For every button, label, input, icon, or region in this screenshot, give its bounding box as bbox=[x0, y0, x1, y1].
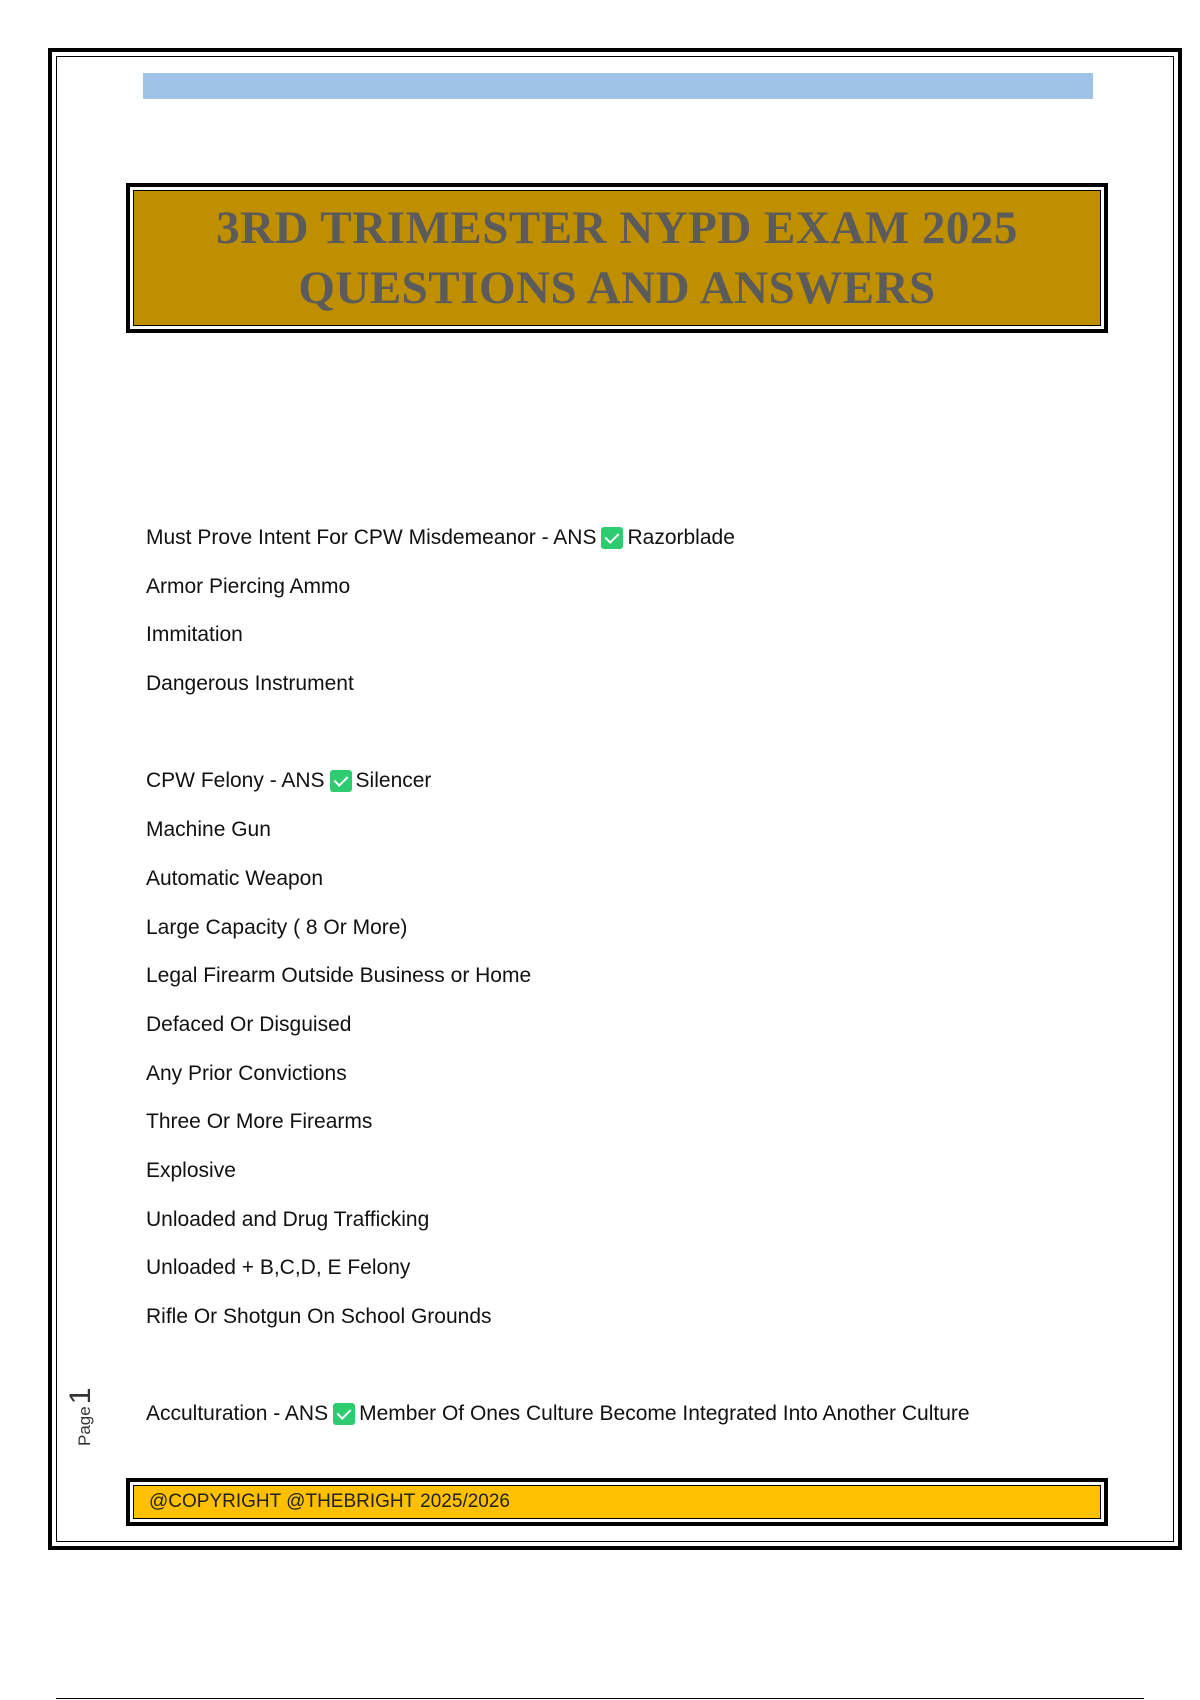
answer-text: Member Of Ones Culture Become Integrated Into Another Culture bbox=[359, 1402, 970, 1426]
page-title-line-1: 3RD TRIMESTER NYPD EXAM 2025 bbox=[216, 202, 1018, 254]
check-icon bbox=[601, 527, 623, 549]
answer-item: Large Capacity ( 8 Or More) bbox=[146, 915, 408, 939]
header-color-bar bbox=[143, 73, 1093, 99]
title-banner bbox=[133, 190, 1101, 326]
answer-item: Explosive bbox=[146, 1158, 236, 1182]
question-text: CPW Felony - ANS bbox=[146, 769, 325, 793]
answer-item: Three Or More Firearms bbox=[146, 1110, 373, 1134]
title-box bbox=[126, 183, 1108, 333]
question-line bbox=[146, 769, 1086, 793]
page-word: Page bbox=[75, 1406, 94, 1446]
question-line bbox=[146, 526, 1086, 550]
question-text: Acculturation - ANS bbox=[146, 1402, 329, 1426]
page-title-line-2: QUESTIONS AND ANSWERS bbox=[298, 262, 936, 314]
answer-item: Immitation bbox=[146, 623, 243, 647]
answer-text: Razorblade bbox=[627, 526, 735, 549]
footer-box bbox=[126, 1478, 1108, 1526]
question-text: Must Prove Intent For CPW Misdemeanor - ANS bbox=[146, 526, 597, 549]
copyright-footer: @COPYRIGHT @THEBRIGHT 2025/2026 bbox=[133, 1485, 1101, 1519]
qa-content bbox=[146, 526, 1086, 1451]
answer-item: Unloaded + B,C,D, E Felony bbox=[146, 1256, 411, 1280]
answer-item: Any Prior Convictions bbox=[146, 1061, 347, 1085]
answer-item: Machine Gun bbox=[146, 818, 271, 842]
answer-item: Armor Piercing Ammo bbox=[146, 574, 351, 598]
answer-item: Defaced Or Disguised bbox=[146, 1012, 352, 1036]
answer-item: Rifle Or Shotgun On School Grounds bbox=[146, 1305, 492, 1328]
bottom-rule bbox=[56, 1698, 1144, 1699]
answer-item: Legal Firearm Outside Business or Home bbox=[146, 964, 532, 988]
question-line bbox=[146, 1402, 1086, 1426]
page-number: 1 bbox=[64, 1387, 97, 1405]
answer-item: Automatic Weapon bbox=[146, 866, 324, 890]
spacer bbox=[146, 721, 1086, 745]
spacer bbox=[146, 1354, 1086, 1378]
check-icon bbox=[333, 1403, 355, 1425]
page-number-label bbox=[64, 1386, 124, 1446]
answer-item: Dangerous Instrument bbox=[146, 672, 354, 696]
check-icon bbox=[330, 770, 352, 792]
answer-text: Silencer bbox=[355, 769, 432, 793]
answer-item: Unloaded and Drug Trafficking bbox=[146, 1207, 430, 1231]
